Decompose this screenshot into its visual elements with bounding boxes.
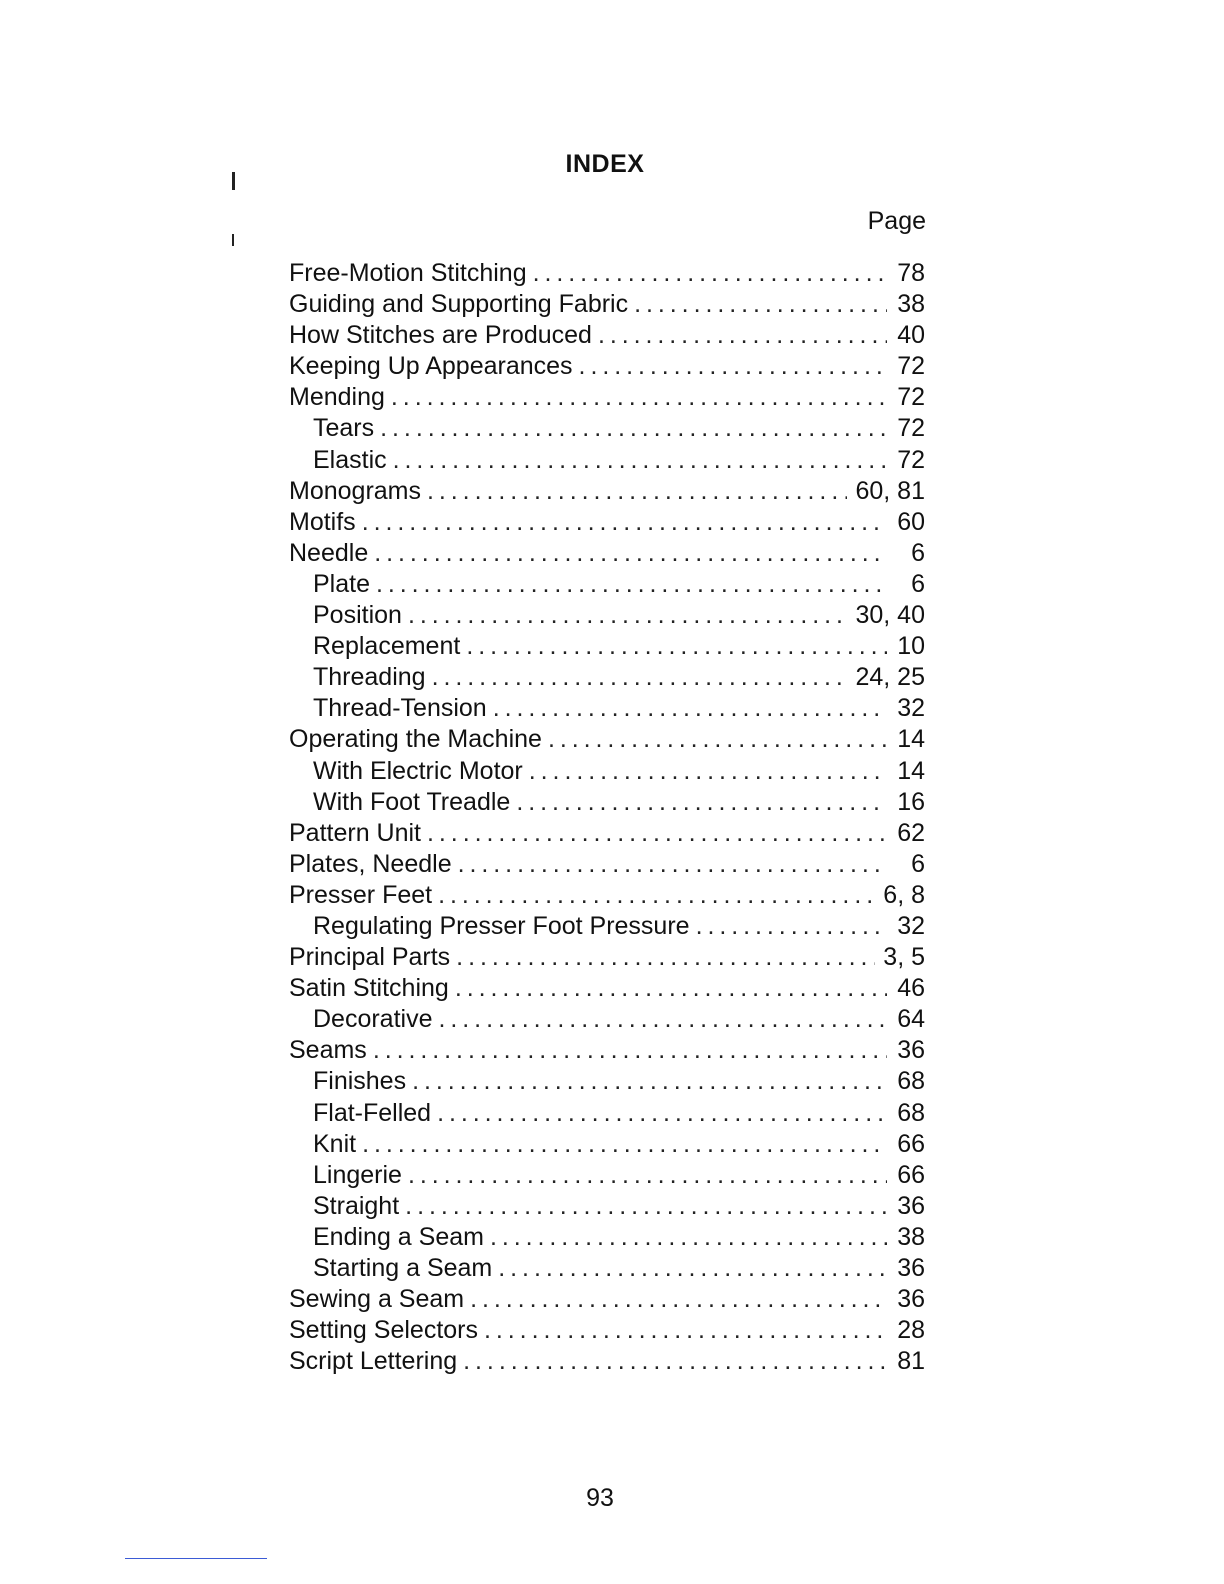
index-entry bbox=[289, 507, 925, 538]
index-entry bbox=[289, 1346, 925, 1377]
entry-label: Replacement bbox=[313, 632, 461, 661]
entry-label: Mending bbox=[289, 383, 385, 412]
entry-pages: 32 bbox=[897, 694, 925, 723]
dot-leader bbox=[437, 1098, 887, 1129]
entry-label: Knit bbox=[313, 1129, 357, 1158]
index-entry bbox=[289, 818, 925, 849]
entry-pages: 60 bbox=[897, 507, 925, 536]
entry-pages: 3, 5 bbox=[883, 943, 925, 972]
dot-leader bbox=[362, 507, 887, 538]
entry-label: Regulating Presser Foot Pressure bbox=[313, 911, 690, 940]
entry-pages: 36 bbox=[897, 1285, 925, 1314]
index-subentry bbox=[289, 911, 925, 942]
entry-label: Keeping Up Appearances bbox=[289, 352, 573, 381]
dot-leader bbox=[408, 600, 848, 631]
entry-label: Lingerie bbox=[313, 1160, 402, 1189]
index-subentry bbox=[289, 662, 925, 693]
index-subentry bbox=[289, 600, 925, 631]
index-entry bbox=[289, 538, 925, 569]
entry-label: Straight bbox=[313, 1191, 400, 1220]
dot-leader bbox=[455, 973, 887, 1004]
entry-pages: 68 bbox=[897, 1098, 925, 1127]
index-entry bbox=[289, 1315, 925, 1346]
index-entry bbox=[289, 476, 925, 507]
entry-pages: 36 bbox=[897, 1254, 925, 1282]
entry-pages: 28 bbox=[897, 1316, 925, 1345]
dot-leader bbox=[484, 1315, 887, 1346]
index-subentry bbox=[289, 1160, 925, 1191]
entry-pages: 24, 25 bbox=[855, 663, 925, 692]
entry-pages: 72 bbox=[897, 414, 925, 443]
dot-leader bbox=[493, 693, 887, 724]
dot-leader bbox=[466, 631, 887, 662]
dot-leader bbox=[458, 849, 887, 880]
entry-pages: 81 bbox=[897, 1347, 925, 1376]
dot-leader bbox=[412, 1066, 887, 1097]
dot-leader bbox=[456, 942, 875, 973]
entry-label: Starting a Seam bbox=[313, 1254, 493, 1282]
dot-leader bbox=[427, 476, 847, 507]
index-entry bbox=[289, 320, 925, 351]
index-entry bbox=[289, 289, 925, 320]
index-subentry bbox=[289, 631, 925, 662]
entry-label: Tears bbox=[313, 414, 375, 443]
index-entry bbox=[289, 880, 925, 911]
index-subentry bbox=[289, 787, 925, 818]
entry-pages: 14 bbox=[897, 756, 925, 785]
entry-label: How Stitches are Produced bbox=[289, 321, 592, 350]
index-subentry bbox=[289, 756, 925, 787]
entry-label: Sewing a Seam bbox=[289, 1285, 465, 1314]
entry-pages: 38 bbox=[897, 290, 925, 319]
index-entry bbox=[289, 382, 925, 413]
dot-leader bbox=[548, 724, 887, 755]
index-entry bbox=[289, 942, 925, 973]
index-entry bbox=[289, 724, 925, 755]
dot-leader bbox=[463, 1346, 887, 1377]
dot-leader bbox=[529, 756, 887, 787]
index-subentry bbox=[289, 1253, 925, 1284]
dot-leader bbox=[634, 289, 887, 320]
entry-label: Finishes bbox=[313, 1067, 407, 1096]
dot-leader bbox=[470, 1284, 887, 1315]
index-subentry bbox=[289, 1004, 925, 1035]
page-column-header: Page bbox=[867, 207, 926, 235]
dot-leader bbox=[380, 413, 887, 444]
index-subentry bbox=[289, 1129, 925, 1160]
dot-leader bbox=[391, 382, 887, 413]
entry-pages: 6 bbox=[911, 538, 925, 567]
entry-label: Motifs bbox=[289, 507, 356, 536]
index-subentry bbox=[289, 1191, 925, 1222]
dot-leader bbox=[432, 662, 848, 693]
entry-label: Pattern Unit bbox=[289, 818, 422, 847]
entry-label: Plates, Needle bbox=[289, 849, 452, 878]
entry-pages: 64 bbox=[897, 1005, 925, 1034]
index-list bbox=[289, 258, 925, 1377]
entry-pages: 14 bbox=[897, 725, 925, 754]
entry-label: Ending a Seam bbox=[313, 1222, 484, 1251]
dot-leader bbox=[490, 1222, 887, 1253]
dot-leader bbox=[427, 818, 887, 849]
entry-pages: 16 bbox=[897, 787, 925, 816]
entry-pages: 72 bbox=[897, 352, 925, 381]
entry-label: With Electric Motor bbox=[313, 756, 523, 785]
entry-pages: 60, 81 bbox=[855, 476, 925, 505]
entry-pages: 78 bbox=[897, 259, 925, 287]
entry-pages: 68 bbox=[897, 1067, 925, 1096]
dot-leader bbox=[516, 787, 887, 818]
index-entry bbox=[289, 1035, 925, 1066]
entry-label: Needle bbox=[289, 538, 369, 567]
index-entry bbox=[289, 849, 925, 880]
dot-leader bbox=[374, 538, 887, 569]
entry-label: Position bbox=[313, 601, 402, 630]
entry-label: Decorative bbox=[313, 1005, 433, 1034]
entry-label: Operating the Machine bbox=[289, 725, 542, 754]
index-subentry bbox=[289, 1222, 925, 1253]
index-entry bbox=[289, 1284, 925, 1315]
entry-pages: 6 bbox=[911, 849, 925, 878]
entry-pages: 6 bbox=[911, 569, 925, 598]
dot-leader bbox=[498, 1253, 887, 1284]
dot-leader bbox=[362, 1129, 887, 1160]
entry-label: Thread-Tension bbox=[313, 694, 487, 723]
dot-leader bbox=[533, 258, 887, 289]
index-subentry bbox=[289, 413, 925, 444]
entry-pages: 62 bbox=[897, 818, 925, 847]
index-subentry bbox=[289, 569, 925, 600]
entry-pages: 6, 8 bbox=[883, 880, 925, 909]
entry-pages: 40 bbox=[897, 321, 925, 350]
entry-pages: 66 bbox=[897, 1129, 925, 1158]
page-title: INDEX bbox=[565, 150, 645, 178]
index-entry bbox=[289, 973, 925, 1004]
index-entry bbox=[289, 351, 925, 382]
entry-label: Monograms bbox=[289, 476, 421, 505]
entry-pages: 36 bbox=[897, 1191, 925, 1220]
dot-leader bbox=[373, 1035, 887, 1066]
entry-pages: 72 bbox=[897, 383, 925, 412]
dot-leader bbox=[393, 445, 887, 476]
entry-label: Free-Motion Stitching bbox=[289, 259, 527, 287]
entry-label: Script Lettering bbox=[289, 1347, 458, 1376]
entry-label: Flat-Felled bbox=[313, 1098, 432, 1127]
dot-leader bbox=[696, 911, 887, 942]
entry-label: With Foot Treadle bbox=[313, 787, 511, 816]
entry-label: Satin Stitching bbox=[289, 974, 449, 1003]
dot-leader bbox=[579, 351, 887, 382]
entry-label: Seams bbox=[289, 1036, 367, 1065]
entry-label: Elastic bbox=[313, 445, 387, 474]
entry-pages: 66 bbox=[897, 1160, 925, 1189]
footer-rule bbox=[125, 1558, 267, 1559]
entry-pages: 30, 40 bbox=[855, 601, 925, 630]
entry-label: Threading bbox=[313, 663, 426, 692]
margin-mark bbox=[232, 234, 234, 246]
entry-pages: 72 bbox=[897, 445, 925, 474]
entry-label: Guiding and Supporting Fabric bbox=[289, 290, 629, 319]
entry-pages: 38 bbox=[897, 1222, 925, 1251]
index-entry bbox=[289, 258, 925, 289]
page-number: 93 bbox=[586, 1484, 614, 1512]
entry-pages: 10 bbox=[897, 632, 925, 661]
dot-leader bbox=[438, 880, 875, 911]
entry-label: Principal Parts bbox=[289, 943, 451, 972]
dot-leader bbox=[598, 320, 887, 351]
entry-pages: 32 bbox=[897, 911, 925, 940]
dot-leader bbox=[376, 569, 887, 600]
dot-leader bbox=[408, 1160, 887, 1191]
dot-leader bbox=[439, 1004, 888, 1035]
entry-label: Setting Selectors bbox=[289, 1316, 478, 1345]
dot-leader bbox=[405, 1191, 887, 1222]
index-subentry bbox=[289, 1098, 925, 1129]
entry-pages: 36 bbox=[897, 1036, 925, 1065]
entry-pages: 46 bbox=[897, 974, 925, 1003]
index-subentry bbox=[289, 445, 925, 476]
entry-label: Presser Feet bbox=[289, 880, 433, 909]
entry-label: Plate bbox=[313, 569, 370, 598]
index-subentry bbox=[289, 1066, 925, 1097]
index-subentry bbox=[289, 693, 925, 724]
